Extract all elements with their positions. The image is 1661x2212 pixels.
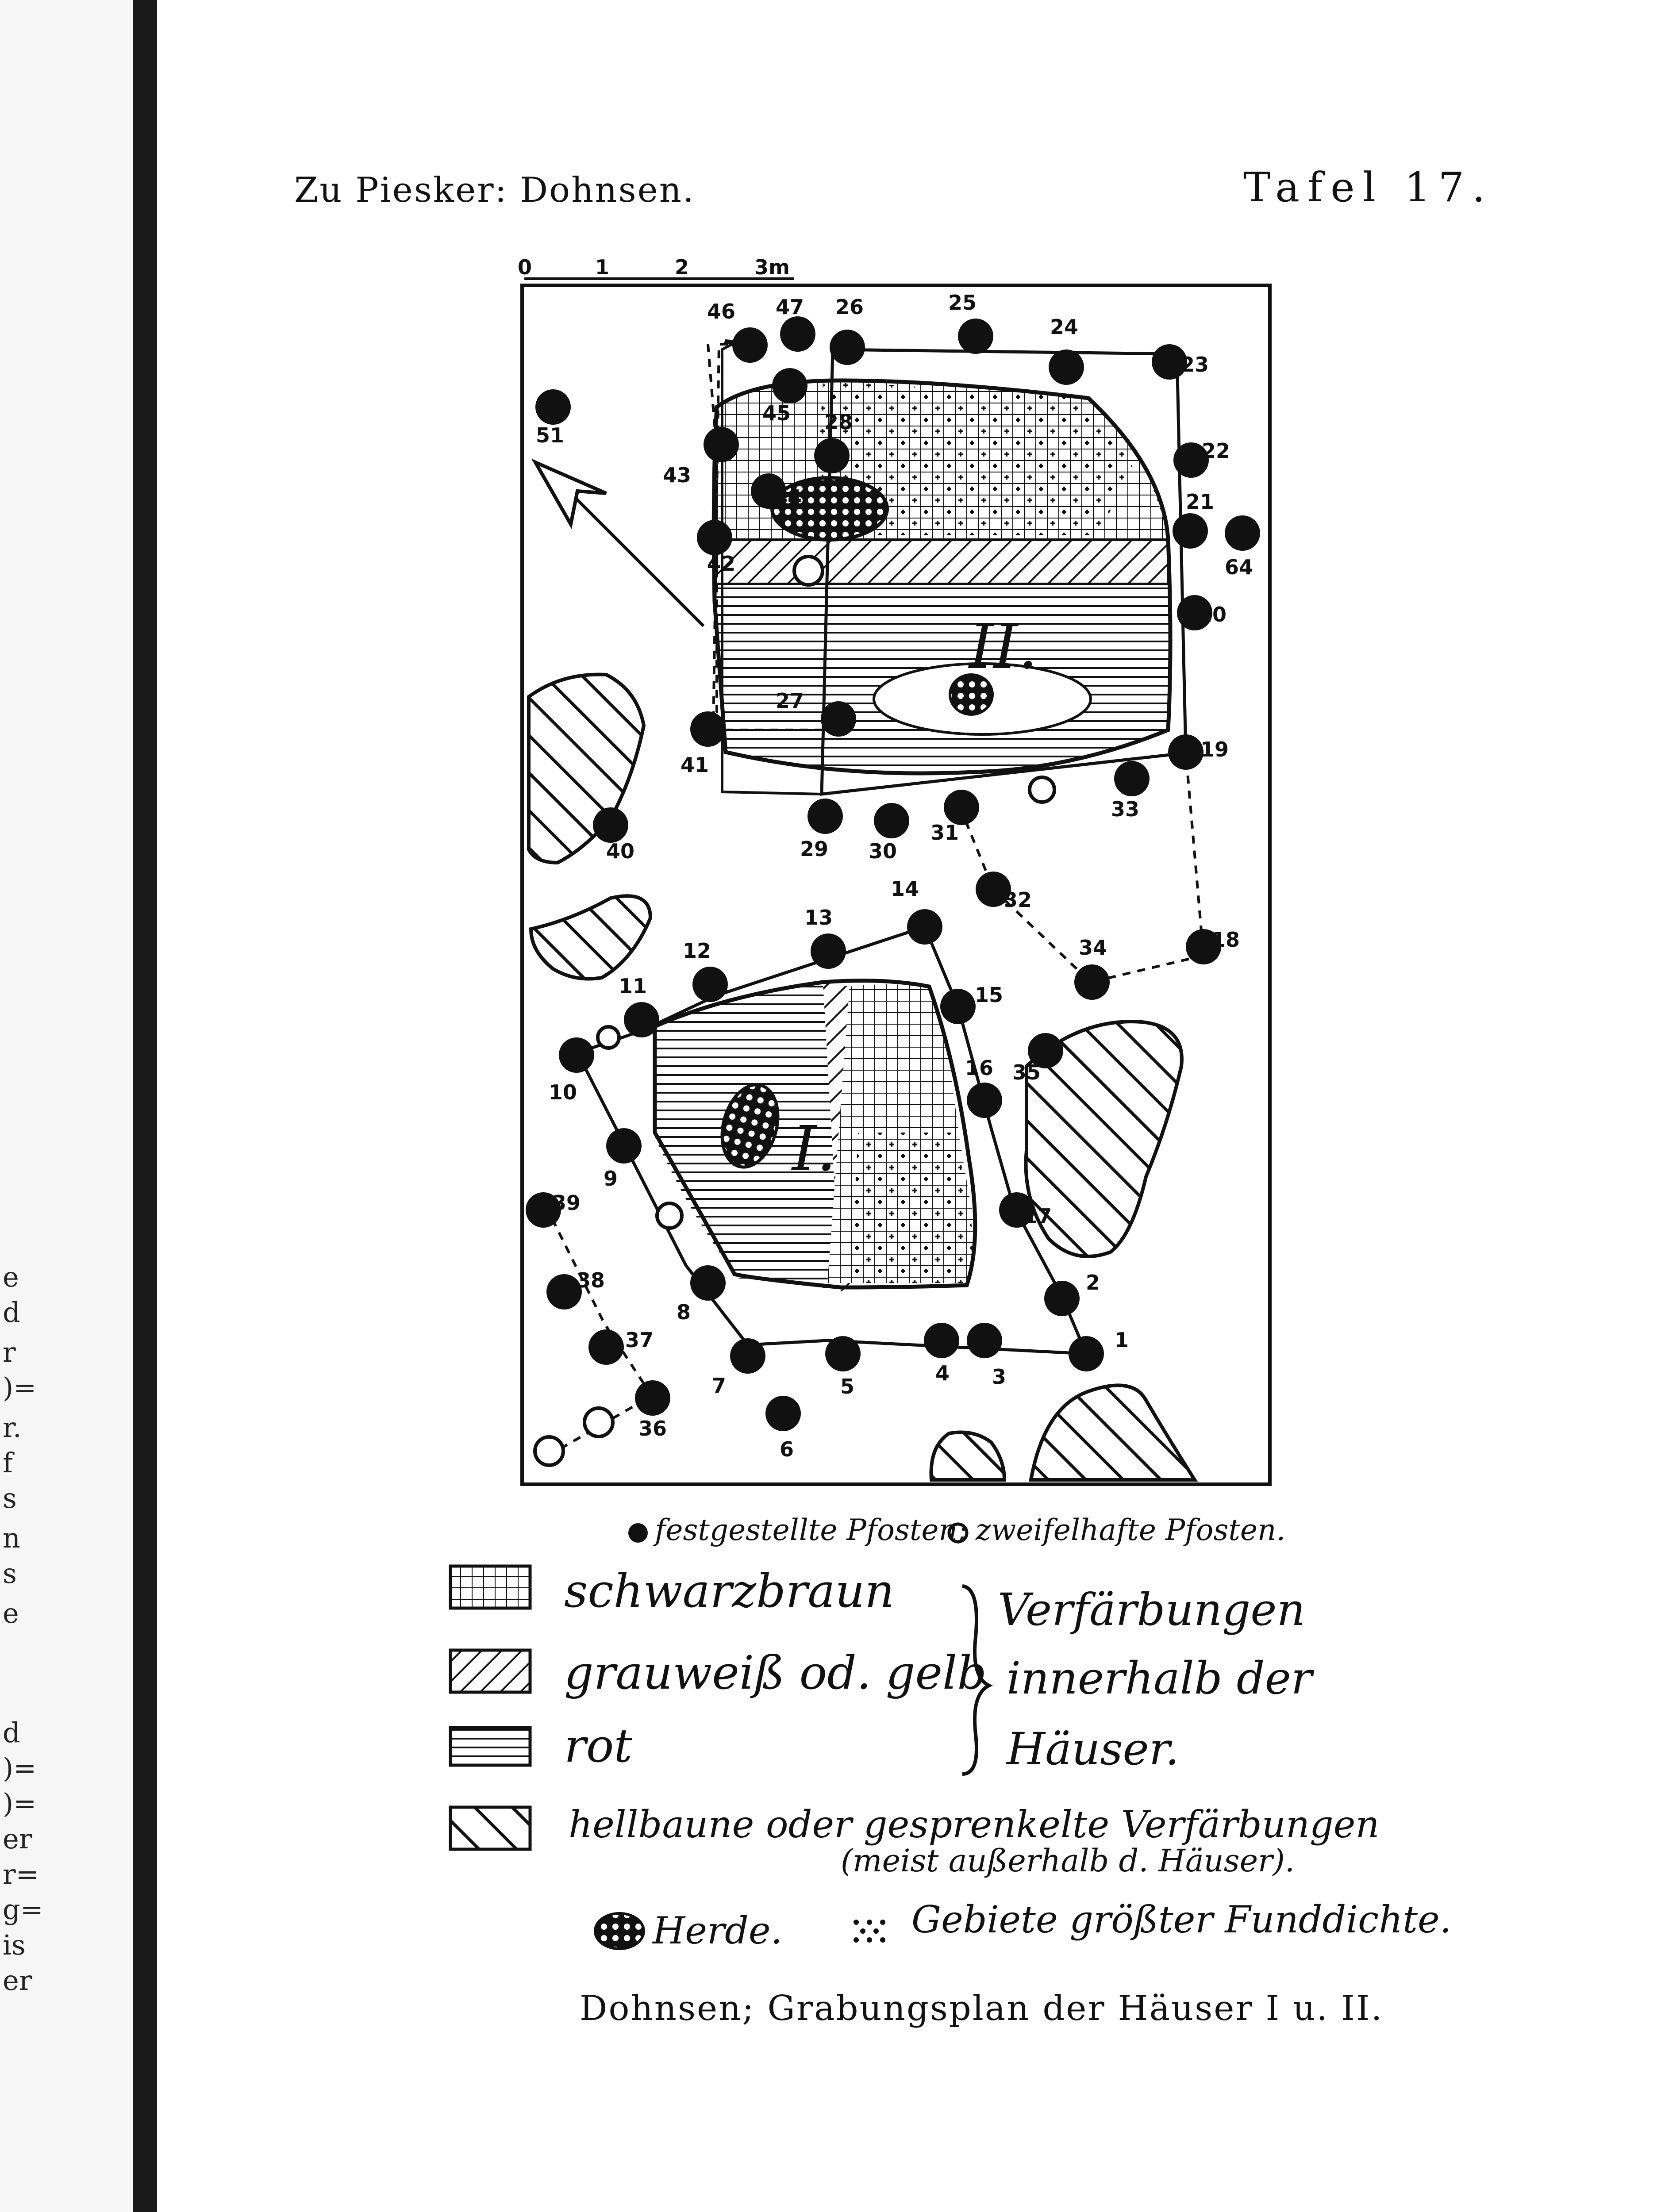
legend-hellbraun-line2: (meist außerhalb d. Häuser).: [841, 1843, 1295, 1879]
legend-grauweiss: grauweiß od. gelb: [564, 1646, 987, 1700]
scale-label-3m: 3m: [754, 255, 790, 279]
post-label-5: 5: [840, 1375, 855, 1398]
post-label-30: 30: [868, 839, 897, 863]
hearth-icon: [595, 1913, 644, 1949]
legend-funddichte: Gebiete größter Funddichte.: [911, 1898, 1452, 1941]
swatch-rot: [450, 1728, 530, 1765]
figure-caption: Dohnsen; Grabungsplan der Häuser I u. II.: [580, 1989, 1384, 2028]
swatch-grauweiss: [450, 1650, 530, 1692]
margin-letter: n: [3, 1522, 20, 1554]
post-label-44: 44: [773, 485, 802, 509]
margin-letter: f: [3, 1447, 13, 1479]
post-label-43: 43: [662, 463, 692, 487]
density-icon: [854, 1920, 885, 1943]
post-label-38: 38: [576, 1268, 605, 1292]
post-label-47: 47: [775, 295, 804, 319]
margin-letter: d: [3, 1296, 20, 1329]
margin-letter: )=: [3, 1371, 37, 1404]
post-label-28: 28: [824, 410, 853, 434]
post-label-18: 18: [1211, 928, 1240, 952]
post-label-10: 10: [548, 1080, 577, 1104]
post-label-36: 36: [638, 1417, 667, 1440]
post-label-14: 14: [890, 877, 919, 901]
legend-brace-line1: Verfärbungen: [998, 1584, 1305, 1636]
scale-label-2: 2: [675, 255, 689, 279]
post-label-51: 51: [535, 423, 565, 447]
post-label-37: 37: [625, 1328, 654, 1352]
post-label-46: 46: [707, 300, 736, 323]
post-label-31: 31: [930, 821, 959, 845]
post-label-35: 35: [1012, 1060, 1041, 1084]
legend-herde: Herde.: [653, 1909, 783, 1952]
legend-rot: rot: [564, 1719, 633, 1773]
post-label-11: 11: [618, 974, 647, 998]
margin-letter: er: [3, 1964, 32, 1997]
post-label-42: 42: [707, 552, 736, 576]
post-label-16: 16: [965, 1056, 994, 1080]
post-label-40: 40: [606, 839, 635, 863]
post-label-9: 9: [603, 1167, 618, 1190]
legend-brace-line2: innerhalb der: [1007, 1652, 1312, 1704]
legend-solid-post: festgestellte Pfosten;: [655, 1513, 968, 1547]
post-label-23: 23: [1180, 353, 1209, 376]
post-label-15: 15: [974, 983, 1004, 1007]
legend-hollow-post: zweifelhafte Pfosten.: [976, 1513, 1286, 1547]
post-label-26: 26: [835, 295, 864, 319]
post-label-41: 41: [680, 753, 709, 777]
scale-label-0: 0: [518, 255, 532, 279]
post-label-39: 39: [552, 1191, 581, 1215]
solid-post-icon: [628, 1523, 648, 1543]
margin-letter: s: [3, 1482, 17, 1514]
post-label-6: 6: [779, 1437, 794, 1461]
margin-letter: e: [3, 1261, 19, 1293]
scale-label-1: 1: [595, 255, 610, 279]
margin-letter: d: [3, 1717, 20, 1749]
post-label-2: 2: [1085, 1271, 1100, 1294]
legend-brace-line3: Häuser.: [1007, 1723, 1180, 1775]
post-label-1: 1: [1114, 1328, 1129, 1352]
post-label-12: 12: [682, 939, 711, 963]
margin-letter: r.: [3, 1411, 22, 1444]
post-label-22: 22: [1201, 439, 1230, 463]
post-label-25: 25: [948, 291, 977, 315]
post-label-19: 19: [1200, 737, 1229, 761]
post-label-21: 21: [1185, 490, 1215, 514]
legend-schwarzbraun: schwarzbraun: [564, 1564, 895, 1618]
swatch-hellbraun: [450, 1807, 530, 1849]
margin-letter: r=: [3, 1858, 39, 1890]
post-label-4: 4: [935, 1361, 950, 1385]
margin-letter: e: [3, 1597, 19, 1629]
post-label-13: 13: [804, 906, 833, 929]
house-1-label: I.: [792, 1113, 836, 1185]
post-label-8: 8: [676, 1300, 691, 1324]
plate-number: Tafel 17.: [1243, 164, 1493, 211]
post-label-24: 24: [1050, 315, 1079, 339]
margin-letter: s: [3, 1557, 17, 1590]
margin-letter: is: [3, 1929, 26, 1961]
post-label-20: 20: [1198, 603, 1227, 626]
house-2-label: II.: [969, 611, 1038, 683]
post-label-3: 3: [992, 1365, 1007, 1389]
post-label-45: 45: [762, 401, 791, 425]
margin-letter: er: [3, 1823, 32, 1855]
post-label-7: 7: [711, 1374, 727, 1398]
margin-letter: g=: [3, 1893, 43, 1926]
post-label-32: 32: [1003, 888, 1032, 912]
post-label-27: 27: [775, 689, 804, 713]
margin-letter: )=: [3, 1787, 37, 1820]
header-left: Zu Piesker: Dohnsen.: [294, 170, 695, 210]
post-label-64: 64: [1224, 555, 1253, 579]
post-label-34: 34: [1078, 936, 1107, 960]
margin-letter: )=: [3, 1752, 37, 1784]
swatch-schwarzbraun: [450, 1566, 530, 1608]
post-label-29: 29: [800, 837, 829, 861]
post-label-17: 17: [1023, 1204, 1052, 1228]
legend-hellbraun-line1: hellbaune oder gesprenkelte Verfärbungen: [569, 1803, 1380, 1846]
post-label-33: 33: [1111, 797, 1140, 821]
margin-letter: r: [3, 1336, 16, 1368]
